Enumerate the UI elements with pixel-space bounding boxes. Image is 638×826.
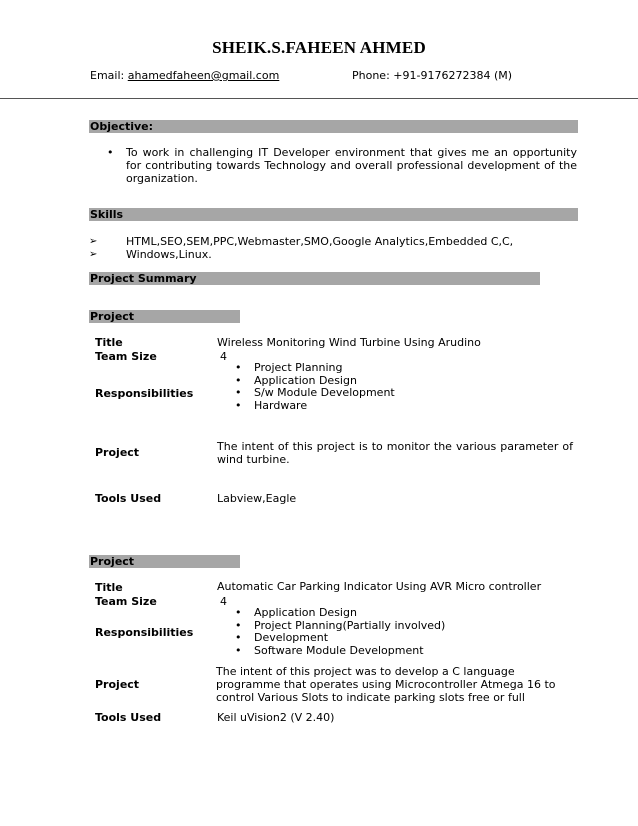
email-label: Email: [90, 69, 125, 82]
responsibility-text: Development [254, 631, 329, 645]
responsibilities-label: Responsibilities [95, 626, 194, 639]
project-label: Project [95, 446, 140, 459]
bullet-icon: • [235, 606, 242, 619]
team-size-label: Team Size [95, 595, 157, 608]
bullet-icon: • [235, 631, 242, 645]
title-label: Title [95, 581, 123, 594]
email-link[interactable]: ahamedfaheen@gmail.com [127, 69, 280, 82]
skill-item [89, 235, 586, 248]
project-2-heading: Project [89, 555, 240, 568]
project-1-tools: Labview,Eagle [217, 492, 297, 505]
skill-item [89, 248, 586, 261]
project-2-tools: Keil uVision2 (V 2.40) [217, 711, 335, 724]
team-size-label: Team Size [95, 350, 157, 363]
project-label: Project [95, 678, 140, 691]
project-2-team-size: 4 [220, 595, 227, 608]
skill-text: HTML,SEO,SEM,PPC,Webmaster,SMO,Google Analytics,Embedded C,C, [126, 235, 514, 248]
responsibility-text: Application Design [254, 373, 357, 387]
title-label: Title [95, 336, 123, 349]
arrow-bullet-icon: ➢ [89, 249, 98, 260]
objective-section [107, 146, 577, 185]
phone-number: Phone: +91-9176272384 (M) [352, 69, 513, 82]
objective-text: To work in challenging IT Developer environment that gives me an opportunity for contributing towards Technology and overall professional development of the organization. [126, 146, 577, 185]
skills-heading: Skills [89, 208, 578, 221]
skill-text: Windows,Linux. [126, 248, 212, 261]
tools-used-label: Tools Used [95, 711, 162, 724]
bullet-icon: • [235, 399, 242, 413]
project-2-description: The intent of this project was to develop a C language programme that operates using Microcontroller Atmega 16 to control Various Slots to indicate parking slots free or full [216, 665, 556, 704]
project-1-title: Wireless Monitoring Wind Turbine Using Arudino [217, 336, 481, 349]
responsibility-text: Software Module Development [254, 644, 424, 658]
responsibility-text: S/w Module Development [254, 386, 395, 400]
responsibilities-label: Responsibilities [95, 387, 194, 400]
project-1-description: The intent of this project is to monitor the various parameter of wind turbine. [217, 440, 573, 466]
bullet-icon: • [235, 618, 242, 632]
header-divider [0, 98, 638, 99]
responsibility-text: Application Design [254, 606, 357, 619]
project-2-responsibilities [235, 606, 446, 658]
bullet-icon: • [235, 386, 242, 400]
candidate-name: SHEIK.S.FAHEEN AHMED [212, 38, 426, 57]
responsibility-text: Hardware [254, 399, 308, 413]
bullet-icon: • [235, 361, 242, 374]
tools-used-label: Tools Used [95, 492, 162, 505]
project-1-heading: Project [89, 310, 240, 323]
project-1-team-size: 4 [220, 350, 227, 363]
project-1-responsibilities [235, 361, 395, 413]
bullet-icon: • [107, 146, 114, 159]
bullet-icon: • [235, 644, 242, 658]
list-item [235, 644, 445, 658]
arrow-bullet-icon: ➢ [89, 236, 98, 247]
email-line [90, 69, 279, 82]
project-2-title: Automatic Car Parking Indicator Using AVR Micro controller [217, 580, 542, 593]
project-summary-heading: Project Summary [89, 272, 540, 285]
responsibility-text: Project Planning(Partially involved) [254, 618, 446, 632]
list-item [235, 399, 395, 413]
responsibility-text: Project Planning [254, 361, 343, 374]
skills-list [89, 235, 586, 261]
objective-heading: Objective: [89, 120, 578, 133]
bullet-icon: • [235, 373, 242, 387]
